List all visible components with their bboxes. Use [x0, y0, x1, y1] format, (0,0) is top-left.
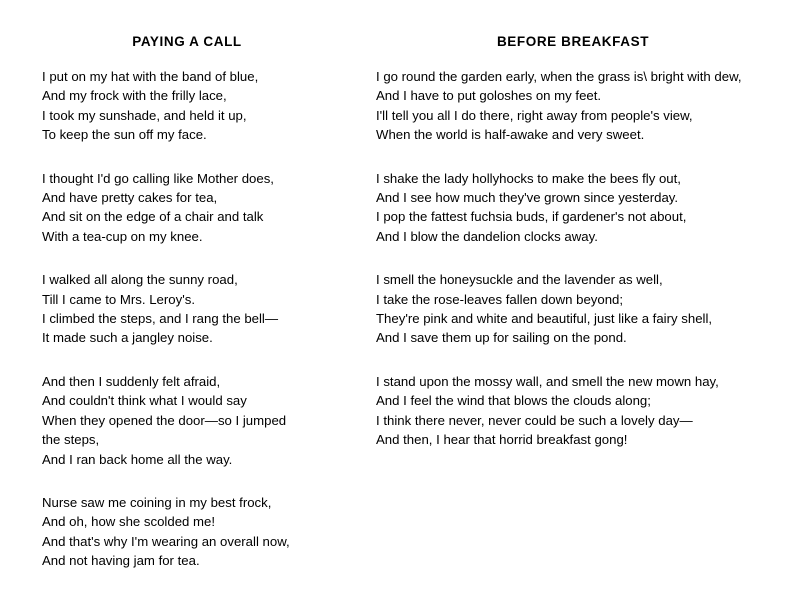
poem-line: the steps, — [42, 432, 100, 448]
poem-line: I shake the lady hollyhocks to make the bees fly out, — [376, 170, 681, 186]
poem-line: I stand upon the mossy wall, and smell the new mown hay, — [376, 373, 719, 389]
poem-line: When they opened the door—so I jumped — [42, 412, 287, 428]
stanza — [376, 372, 800, 450]
poem-line: Nurse saw me coining in my best frock, — [42, 494, 272, 510]
poem-title: BEFORE BREAKFAST — [496, 34, 650, 49]
poem-line: And then I suddenly felt afraid, — [42, 373, 221, 389]
poem-line: I took my sunshade, and held it up, — [42, 107, 247, 123]
stanza — [376, 169, 800, 247]
poem-line: They're pink and white and beautiful, just like a fairy shell, — [376, 311, 713, 327]
poem-line: I pop the fattest fuchsia buds, if gardener's not about, — [376, 209, 687, 225]
poem-line: To keep the sun off my face. — [42, 127, 207, 143]
stanza — [42, 270, 368, 348]
poem-line: And I save them up for sailing on the pond. — [376, 330, 627, 346]
poem-line: I take the rose-leaves fallen down beyond; — [376, 291, 624, 307]
poem-line: I smell the honeysuckle and the lavender as well, — [376, 272, 663, 288]
poem-line: I think there never, never could be such a lovely day— — [376, 412, 693, 428]
poem-line: I climbed the steps, and I rang the bell— — [42, 311, 279, 327]
poem-line: Till I came to Mrs. Leroy's. — [42, 291, 195, 307]
poem-line: And I blow the dandelion clocks away. — [376, 228, 598, 244]
poem-line: And sit on the edge of a chair and talk — [42, 209, 264, 225]
poem-line: It made such a jangley noise. — [42, 330, 213, 346]
stanza — [376, 270, 800, 348]
poem-column-left — [0, 34, 368, 571]
stanza — [42, 169, 368, 247]
stanza — [42, 493, 368, 571]
poem-line: And I have to put goloshes on my feet. — [376, 88, 602, 104]
poem-line: I'll tell you all I do there, right away from people's view, — [376, 107, 693, 123]
poem-line: And not having jam for tea. — [42, 553, 200, 569]
stanza — [376, 67, 800, 145]
poem-column-right — [368, 34, 800, 450]
stanza — [42, 67, 368, 145]
poem-line: And I ran back home all the way. — [42, 451, 233, 467]
poem-line: And my frock with the frilly lace, — [42, 88, 227, 104]
poem-line: And I see how much they've grown since yesterday. — [376, 190, 679, 206]
poem-line: And oh, how she scolded me! — [42, 514, 216, 530]
poem-title: PAYING A CALL — [132, 34, 242, 49]
poem-line: With a tea-cup on my knee. — [42, 228, 203, 244]
poem-line: And then, I hear that horrid breakfast gong! — [376, 432, 628, 448]
stanza — [42, 372, 368, 469]
poem-line: And that's why I'm wearing an overall now, — [42, 533, 290, 549]
poem-line: And couldn't think what I would say — [42, 393, 247, 409]
poem-line: I walked all along the sunny road, — [42, 272, 238, 288]
poem-line: When the world is half-awake and very sweet. — [376, 127, 645, 143]
poem-line: And I feel the wind that blows the clouds along; — [376, 393, 651, 409]
poem-line: I thought I'd go calling like Mother does, — [42, 170, 274, 186]
poem-line: I go round the garden early, when the grass is\ bright with dew, — [376, 69, 742, 84]
poem-line: I put on my hat with the band of blue, — [42, 69, 259, 84]
poem-line: And have pretty cakes for tea, — [42, 190, 218, 206]
